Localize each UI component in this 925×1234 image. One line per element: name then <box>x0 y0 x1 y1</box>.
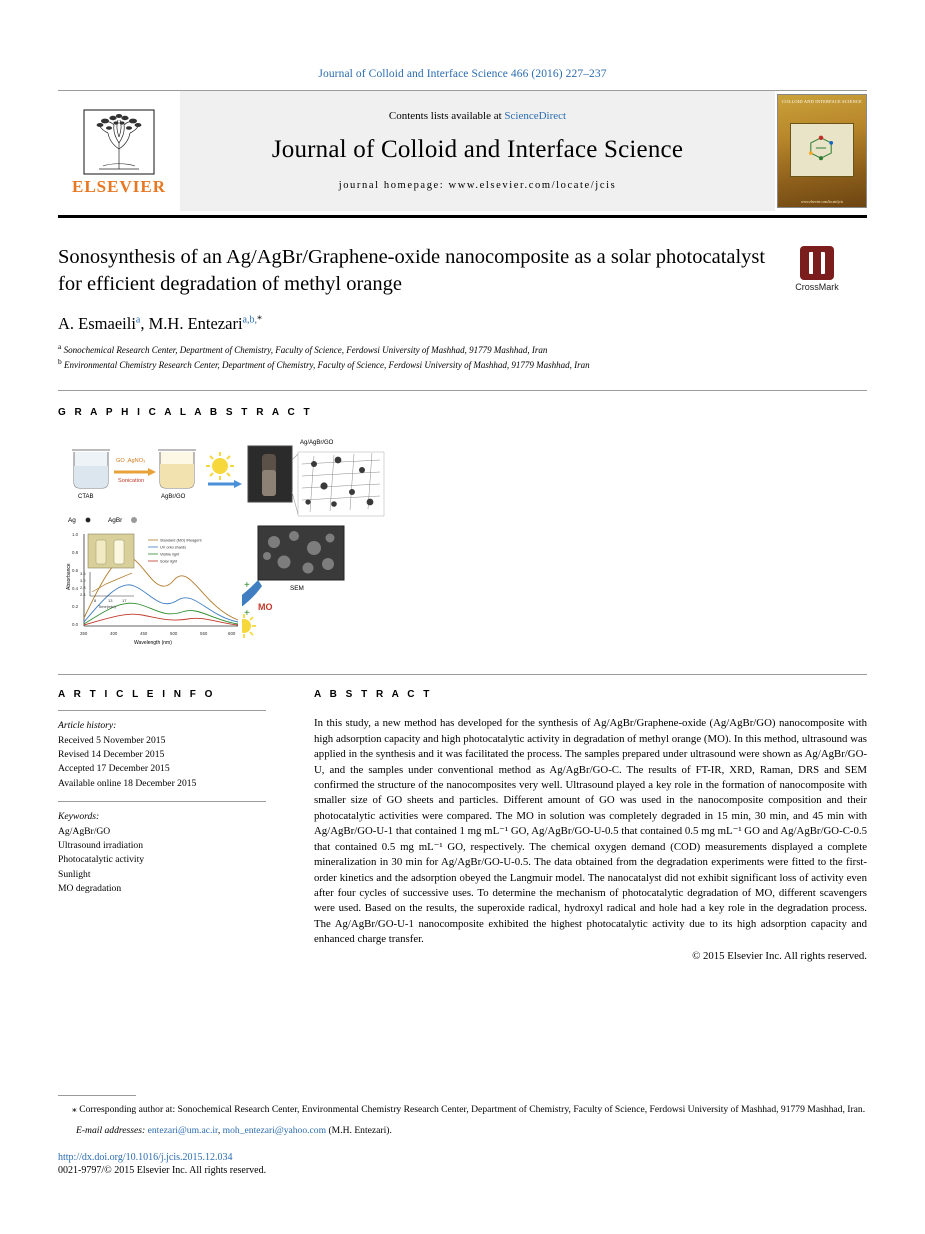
keywords-label: Keywords: <box>58 811 100 823</box>
affiliation-b-text: Environmental Chemistry Research Center, Department of Chemistry, Faculty of Science, Ferdowsi University of Mashhad, 91779 Mashhad, Iran <box>64 360 590 371</box>
svg-text:1.0: 1.0 <box>72 532 79 538</box>
article-info-column <box>58 689 314 962</box>
svg-text:CTAB: CTAB <box>78 494 94 501</box>
svg-text:Solar light: Solar light <box>160 559 177 564</box>
svg-text:UV onto shards: UV onto shards <box>160 545 187 550</box>
cover-molecule-icon <box>804 131 838 165</box>
affiliation-a-text: Sonochemical Research Center, Department of Chemistry, Faculty of Science, Ferdowsi University of Mashhad, 91779 Mashhad, Iran <box>63 345 548 356</box>
crossmark-badge[interactable] <box>769 246 865 292</box>
svg-text:SEM: SEM <box>290 585 304 593</box>
affiliations <box>58 342 867 372</box>
svg-text:AgBr/GO: AgBr/GO <box>161 494 186 501</box>
svg-text:0.8: 0.8 <box>72 550 79 556</box>
affiliation-a-marker: a <box>58 342 62 352</box>
graphical-abstract <box>58 430 867 658</box>
svg-text:0.2: 0.2 <box>72 604 79 610</box>
journal-reference: Journal of Colloid and Interface Science 466 (2016) 227–237 <box>318 68 607 80</box>
journal-title: Journal of Colloid and Interface Science <box>271 135 684 163</box>
svg-text:2.4: 2.4 <box>80 592 86 598</box>
svg-text:+: + <box>244 608 250 620</box>
svg-text:Standard (MO) /Reagent: Standard (MO) /Reagent <box>160 538 202 543</box>
divider-graphical-abstract <box>58 674 867 675</box>
abstract-column <box>314 689 867 962</box>
abstract-heading: A B S T R A C T <box>314 689 433 701</box>
cover-footer: www.elsevier.com/locate/jcis <box>800 200 844 204</box>
svg-text:17: 17 <box>122 598 127 604</box>
keyword-3: Photocatalytic activity <box>58 854 145 866</box>
elsevier-logo <box>58 91 180 211</box>
svg-text:Visible light: Visible light <box>160 552 180 557</box>
keyword-5: MO degradation <box>58 883 122 895</box>
svg-text:3.2: 3.2 <box>80 578 86 584</box>
svg-text:MO: MO <box>258 602 273 613</box>
svg-text:Ag: Ag <box>68 517 76 525</box>
keywords-block <box>58 810 290 896</box>
svg-text:450: 450 <box>140 631 148 637</box>
author-2: M.H. Entezari <box>148 314 243 334</box>
divider-keywords <box>58 801 266 802</box>
email-label: E-mail addresses: <box>76 1124 146 1136</box>
article-history <box>58 719 290 791</box>
corresponding-text: Corresponding author at: Sonochemical Research Center, Environmental Chemistry Research Center, Department of Chemistry, Faculty of Science, Ferdowsi University of Mashhad, 91779 Mashhad, Iran. <box>79 1104 866 1116</box>
footnotes <box>58 1095 867 1176</box>
doi-link[interactable]: http://dx.doi.org/10.1016/j.jcis.2015.12.034 <box>58 1152 233 1163</box>
svg-text:Ag/AgBr/GO: Ag/AgBr/GO <box>300 440 334 447</box>
email-note <box>58 1124 867 1138</box>
crossmark-label: CrossMark <box>795 282 839 292</box>
svg-text:600: 600 <box>228 631 236 637</box>
svg-text:Absorbance: Absorbance <box>66 563 72 591</box>
svg-text:3.6: 3.6 <box>80 571 86 577</box>
abstract-copyright: © 2015 Elsevier Inc. All rights reserved. <box>692 949 867 962</box>
svg-text:AgBr: AgBr <box>108 517 123 525</box>
crossmark-icon <box>800 246 834 280</box>
corresponding-marker: * <box>257 314 262 326</box>
svg-text:8: 8 <box>94 598 97 604</box>
journal-banner <box>180 91 775 211</box>
graphical-abstract-heading: G R A P H I C A L A B S T R A C T <box>58 407 313 419</box>
divider-footnotes <box>58 1095 136 1096</box>
history-revised: Revised 14 December 2015 <box>58 748 165 760</box>
affiliation-a <box>58 342 867 357</box>
cover-title: COLLOID AND INTERFACE SCIENCE <box>782 99 862 104</box>
svg-text:0.6: 0.6 <box>72 568 79 574</box>
history-online: Available online 18 December 2015 <box>58 777 197 789</box>
svg-text:2.8: 2.8 <box>80 585 86 591</box>
divider-title <box>58 390 867 391</box>
graphical-abstract-svg <box>62 430 392 656</box>
journal-cover <box>775 91 867 211</box>
svg-text:550: 550 <box>200 631 208 637</box>
corresponding-star: ⁎ <box>72 1104 77 1116</box>
email-link-2[interactable]: moh_entezari@yahoo.com <box>222 1124 327 1136</box>
corresponding-author-note <box>58 1103 867 1117</box>
keyword-4: Sunlight <box>58 868 91 880</box>
svg-text:+: + <box>244 580 250 592</box>
svg-text:500: 500 <box>170 631 178 637</box>
email-suffix: (M.H. Entezari). <box>328 1124 392 1136</box>
svg-text:400: 400 <box>110 631 118 637</box>
svg-text:Wavelength (nm): Wavelength (nm) <box>134 640 172 647</box>
info-abstract-columns <box>58 689 867 962</box>
contents-line <box>389 110 566 122</box>
sciencedirect-link[interactable]: ScienceDirect <box>504 109 567 122</box>
email-separator: , <box>217 1124 223 1136</box>
issn-copyright: 0021-9797/© 2015 Elsevier Inc. All rights reserved. <box>58 1165 267 1176</box>
keyword-2: Ultrasound irradiation <box>58 839 143 851</box>
masthead <box>58 91 867 211</box>
keyword-1: Ag/AgBr/GO <box>58 825 111 837</box>
journal-homepage[interactable]: journal homepage: www.elsevier.com/locate/jcis <box>338 179 617 191</box>
svg-text:13: 13 <box>108 598 113 604</box>
elsevier-tree-icon <box>83 109 155 175</box>
svg-text:Time(min): Time(min) <box>98 604 116 610</box>
history-accepted: Accepted 17 December 2015 <box>58 763 170 775</box>
contents-prefix: Contents lists available at <box>388 109 505 122</box>
journal-cover-image <box>777 94 867 208</box>
page-title: Sonosynthesis of an Ag/AgBr/Graphene-oxide nanocomposite as a solar photocatalyst for efficient degradation of methyl orange <box>58 246 766 296</box>
author-list: A. Esmaeili$^a$, M.H. Entezari$^{a,b,*}$ <box>58 314 262 334</box>
title-area <box>58 218 867 372</box>
graphical-abstract-image <box>62 430 392 656</box>
svg-text:0.4: 0.4 <box>72 586 79 592</box>
elsevier-wordmark: ELSEVIER <box>72 177 166 196</box>
email-link-1[interactable]: entezari@um.ac.ir <box>147 1124 218 1136</box>
affiliation-b <box>58 357 867 372</box>
abstract-text: In this study, a new method has developed for the synthesis of Ag/AgBr/Graphene-oxide (Ag/AgBr/GO) nanocomposite with high adsorption capacity and high photocatalytic activity in degradation of methyl orange (MO). In this method, ultrasound was applied in the synthesis and it was facilitated the process. The samples prepared under ultrasound were shown as Ag/AgBr/GO-U, and the samples under conventional method as Ag/AgBr/GO-C. The results of FT-IR, XRD, Raman, DRS and SEM confirmed the structure of the nanocomposites very well. Ultrasound played a key role in the formation of nanocomposite with smaller size of GO sheets and particles. Different amount of GO was used in the nanocomposite composition and their photocatalytic activities were compared. The MO in solution was completely degraded in 15 min, 30 min, and 45 min with Ag/AgBr/GO-U-1 that contained 1 mg mL⁻¹ GO, Ag/AgBr/GO-U-0.5 that contained 0.5 mg mL⁻¹ GO and Ag/AgBr/GO-C-0.5 that contained 0.5 mg mL⁻¹ GO, respectively. The chemical oxygen demand (COD) measurements displayed a complete mineralization in 30 min for Ag/AgBr/GO-U-0.5. The data obtained from the degradation experiments were fitted to the first-order kinetics and the adsorption obeyed the Langmuir model. The nanocatalyst did not exhibit significant loss of activity even after four cycles of successive uses. To determine the mechanism of photocatalytic degradation of MO, different scavengers were used. Based on the results, the superoxide radical, hydroxyl radical and hole had a key role in the degradation process. The Ag/AgBr/GO-U-1 nanocomposite exhibited the highest photocatalytic activity due to its high adsorption capacity and enhanced charge transfer. <box>314 717 867 946</box>
divider-article-info <box>58 710 266 711</box>
article-info-heading: A R T I C L E I N F O <box>58 689 216 701</box>
author-1-affil-marker: a <box>135 314 141 326</box>
svg-text:GO ,AgNO₃: GO ,AgNO₃ <box>116 458 146 465</box>
article-history-label: Article history: <box>58 720 117 732</box>
author-2-affil-marker: a,b, <box>242 314 257 326</box>
author-1: A. Esmaeili <box>58 314 136 334</box>
history-received: Received 5 November 2015 <box>58 734 166 746</box>
svg-text:Sonication: Sonication <box>118 478 145 485</box>
svg-text:350: 350 <box>80 631 88 637</box>
affiliation-b-marker: b <box>58 357 62 367</box>
svg-text:0.0: 0.0 <box>72 622 79 628</box>
